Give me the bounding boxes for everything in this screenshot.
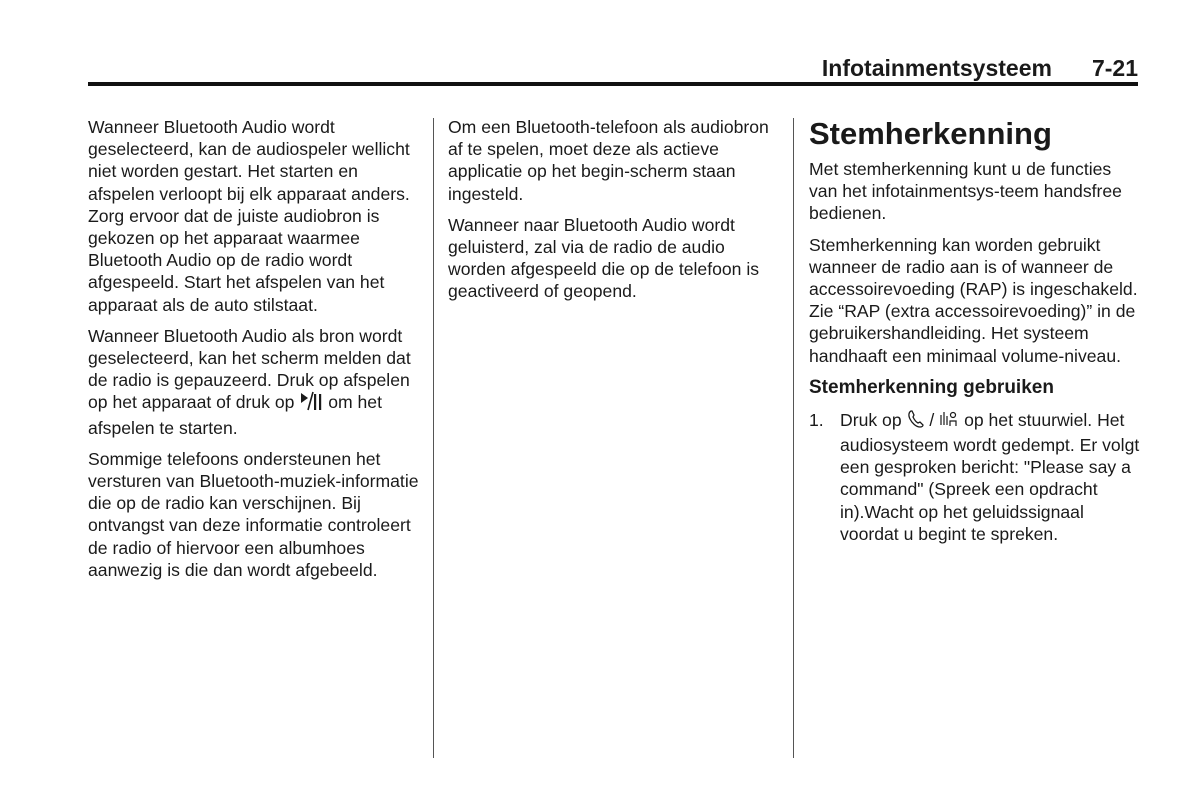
paragraph: Wanneer Bluetooth Audio wordt geselecteerd, kan de audiospeler wellicht niet worden gestart. Het starten en afspelen verloopt bij elk apparaat anders. Zorg ervoor dat de juiste audiobron is gekozen op het apparaat waarmee Bluetooth Audio op de radio wordt afgespeeld. Start het afspelen van het apparaat als de auto stilstaat. <box>88 117 410 315</box>
paragraph: Sommige telefoons ondersteunen het versturen van Bluetooth-muziek-informatie die op de radio kan verschijnen. Bij ontvangst van deze informatie controleert de radio of hiervoor een albumhoes aanwezig is die dan wordt afgebeeld. <box>88 448 419 580</box>
list-item <box>809 409 1141 545</box>
column-left <box>88 116 420 590</box>
column-divider <box>793 118 794 758</box>
column-middle <box>448 116 778 312</box>
step-text: op het stuurwiel. Het audiosysteem wordt gedempt. Er volgt een gesproken bericht: "Please say a command" (Spreek een opdracht in).Wacht op het geluidssignaal voordat u begint te spreken. <box>840 409 1140 544</box>
subsection-heading: Stemherkenning gebruiken <box>809 376 1054 398</box>
step-text: Druk op <box>840 409 902 430</box>
paragraph-text: Wanneer Bluetooth Audio als bron wordt geselecteerd, kan het scherm melden dat de radio is gepauzeerd. Druk op afspelen op het apparaat of druk op <box>88 325 411 413</box>
paragraph <box>88 325 420 439</box>
paragraph: Wanneer naar Bluetooth Audio wordt geluisterd, zal via de radio de audio worden afgespeeld die op de telefoon is geactiveerd of geopend. <box>448 214 760 302</box>
section-heading: Stemherkenning <box>809 116 1052 151</box>
page-header <box>88 54 1138 82</box>
play-pause-icon <box>299 391 323 416</box>
column-divider <box>433 118 434 758</box>
phone-icon <box>907 409 925 434</box>
section-title: Infotainmentsysteem <box>821 55 1052 81</box>
column-right <box>809 116 1141 545</box>
page-number: 7-21 <box>1091 55 1138 81</box>
paragraph: Om een Bluetooth-telefoon als audiobron af te spelen, moet deze als actieve applicatie op het begin-scherm staan ingesteld. <box>448 117 769 204</box>
header-rule <box>88 82 1138 86</box>
steps-list <box>809 409 1141 545</box>
step-text: / <box>929 409 935 430</box>
step-number: 1. <box>809 409 824 430</box>
paragraph-text: om het afspelen te starten. <box>88 392 382 438</box>
paragraph: Stemherkenning kan worden gebruikt wanneer de radio aan is of wanneer de accessoirevoeding (RAP) is ingeschakeld. Zie “RAP (extra accessoirevoeding)” in de gebruikershandleiding. Het systeem handhaaft een minimaal volume-niveau. <box>809 234 1138 366</box>
paragraph: Met stemherkenning kunt u de functies van het infotainmentsys-teem handsfree bedienen. <box>809 159 1122 224</box>
voice-recognition-icon <box>939 409 959 434</box>
